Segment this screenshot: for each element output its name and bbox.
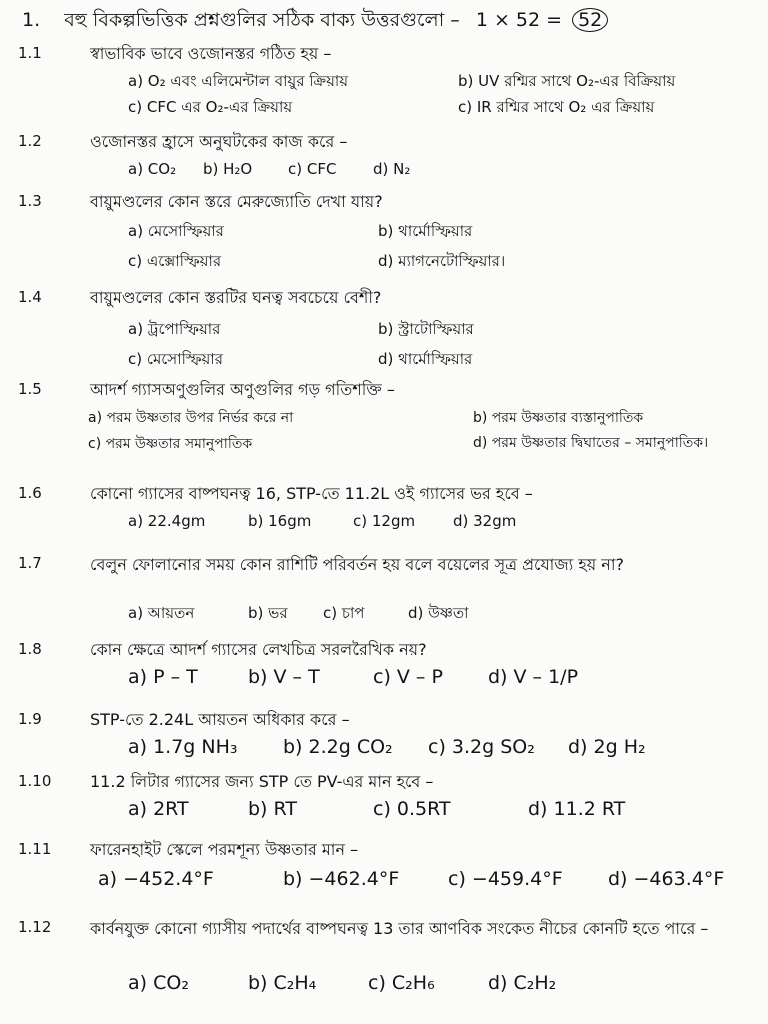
option-c: c) এক্সোস্ফিয়ার bbox=[128, 252, 222, 270]
total-marks-circle: 52 bbox=[572, 8, 608, 32]
question-number: 1.9 bbox=[18, 710, 42, 728]
question-number: 1.8 bbox=[18, 640, 42, 658]
option-d: d) N₂ bbox=[373, 160, 411, 178]
option-a: a) পরম উষ্ণতার উপর নির্ভর করে না bbox=[88, 410, 294, 426]
option-d: d) 2g H₂ bbox=[568, 736, 646, 758]
question-number: 1.1 bbox=[18, 44, 42, 62]
option-a: a) O₂ এবং এলিমেন্টাল বায়ুর ক্রিয়ায় bbox=[128, 72, 349, 90]
option-b: b) ভর bbox=[248, 604, 288, 622]
question-text: বায়ুমণ্ডলের কোন স্তরটির ঘনত্ব সবচেয়ে বেশী? bbox=[90, 288, 382, 307]
option-a: a) 1.7g NH₃ bbox=[128, 736, 238, 758]
option-b: b) 2.2g CO₂ bbox=[283, 736, 393, 758]
option-c: c) CFC bbox=[288, 160, 337, 178]
option-a: a) 2RT bbox=[128, 798, 189, 820]
question-text: আদর্শ গ্যাসঅণুগুলির অণুগুলির গড় গতিশক্তি – bbox=[90, 380, 395, 399]
option-a: a) CO₂ bbox=[128, 972, 189, 994]
option-a: a) CO₂ bbox=[128, 160, 177, 178]
option-c: c) 12gm bbox=[353, 512, 416, 530]
option-d: c) IR রশ্মির সাথে O₂ এর ক্রিয়ায় bbox=[458, 98, 655, 116]
question-text: কোন ক্ষেত্রে আদর্শ গ্যাসের লেখচিত্র সরলরৈখিক নয়? bbox=[90, 640, 427, 659]
section-header bbox=[22, 6, 742, 44]
option-d: d) V – 1/P bbox=[488, 666, 579, 688]
option-d: d) ম্যাগনেটোস্ফিয়ার। bbox=[378, 252, 506, 270]
question-number: 1.5 bbox=[18, 380, 42, 398]
option-c: c) C₂H₆ bbox=[368, 972, 435, 994]
question-text: ফারেনহাইট স্কেলে পরমশূন্য উষ্ণতার মান – bbox=[90, 840, 359, 859]
question-text: ওজোনস্তর হ্রাসে অনুঘটকের কাজ করে – bbox=[90, 132, 348, 151]
option-d: d) 11.2 RT bbox=[528, 798, 626, 820]
option-c: c) পরম উষ্ণতার সমানুপাতিক bbox=[88, 436, 253, 452]
question-number: 1.7 bbox=[18, 554, 42, 572]
option-b: b) UV রশ্মির সাথে O₂-এর বিক্রিয়ায় bbox=[458, 72, 676, 90]
option-a: a) P – T bbox=[128, 666, 198, 688]
question-number: 1.11 bbox=[18, 840, 52, 858]
question-text: স্বাভাবিক ভাবে ওজোনস্তর গঠিত হয় – bbox=[90, 44, 332, 63]
section-title: বহু বিকল্পভিত্তিক প্রশ্নগুলির সঠিক বাক্য উত্তরগুলো – bbox=[64, 9, 460, 31]
question-text: বেলুন ফোলানোর সময় কোন রাশিটি পরিবর্তন হয় বলে বয়েলের সূত্র প্রযোজ্য হয় না? bbox=[90, 555, 624, 574]
option-d: d) উষ্ণতা bbox=[408, 604, 469, 622]
option-b: b) C₂H₄ bbox=[248, 972, 317, 994]
option-b: b) থার্মোস্ফিয়ার bbox=[378, 222, 473, 240]
question-text: কোনো গ্যাসের বাষ্পঘনত্ব 16, STP-তে 11.2L ওই গ্যাসের ভর হবে – bbox=[90, 484, 533, 503]
option-a: a) মেসোস্ফিয়ার bbox=[128, 222, 224, 240]
option-c: c) CFC এর O₂-এর ক্রিয়ায় bbox=[128, 98, 293, 116]
question-number: 1.4 bbox=[18, 288, 42, 306]
question-text: বায়ুমণ্ডলের কোন স্তরে মেরুজ্যোতি দেখা যায়? bbox=[90, 192, 383, 211]
option-c: c) 3.2g SO₂ bbox=[428, 736, 535, 758]
option-b: b) RT bbox=[248, 798, 297, 820]
option-d: d) −463.4°F bbox=[608, 868, 725, 890]
option-a: a) ট্রপোস্ফিয়ার bbox=[128, 320, 221, 338]
option-d: d) 32gm bbox=[453, 512, 517, 530]
option-b: b) পরম উষ্ণতার ব্যস্তানুপাতিক bbox=[473, 410, 644, 426]
option-d: d) থার্মোস্ফিয়ার bbox=[378, 350, 473, 368]
option-c: c) 0.5RT bbox=[373, 798, 451, 820]
marks-formula: 1 × 52 = bbox=[475, 9, 563, 31]
option-a: a) −452.4°F bbox=[98, 868, 214, 890]
question-number: 1.2 bbox=[18, 132, 42, 150]
section-number: 1. bbox=[22, 9, 41, 31]
question-text: STP-তে 2.24L আয়তন অধিকার করে – bbox=[90, 710, 350, 729]
option-b: b) স্ট্রাটোস্ফিয়ার bbox=[378, 320, 474, 338]
option-a: a) 22.4gm bbox=[128, 512, 206, 530]
option-c: c) −459.4°F bbox=[448, 868, 563, 890]
question-number: 1.6 bbox=[18, 484, 42, 502]
option-c: c) মেসোস্ফিয়ার bbox=[128, 350, 223, 368]
question-number: 1.3 bbox=[18, 192, 42, 210]
option-b: b) H₂O bbox=[203, 160, 253, 178]
option-a: a) আয়তন bbox=[128, 604, 195, 622]
option-d: d) C₂H₂ bbox=[488, 972, 557, 994]
option-c: c) চাপ bbox=[323, 604, 365, 622]
option-b: b) −462.4°F bbox=[283, 868, 400, 890]
option-b: b) V – T bbox=[248, 666, 320, 688]
question-number: 1.10 bbox=[18, 772, 52, 790]
question-number: 1.12 bbox=[18, 918, 52, 936]
option-c: c) V – P bbox=[373, 666, 443, 688]
question-text: কার্বনযুক্ত কোনো গ্যাসীয় পদার্থের বাষ্পঘনত্ব 13 তার আণবিক সংকেত নীচের কোনটি হতে পারে – bbox=[90, 919, 709, 938]
option-d: d) পরম উষ্ণতার দ্বিঘাতের – সমানুপাতিক। bbox=[473, 435, 709, 451]
question-text: 11.2 লিটার গ্যাসের জন্য STP তে PV-এর মান হবে – bbox=[90, 772, 434, 791]
option-b: b) 16gm bbox=[248, 512, 312, 530]
